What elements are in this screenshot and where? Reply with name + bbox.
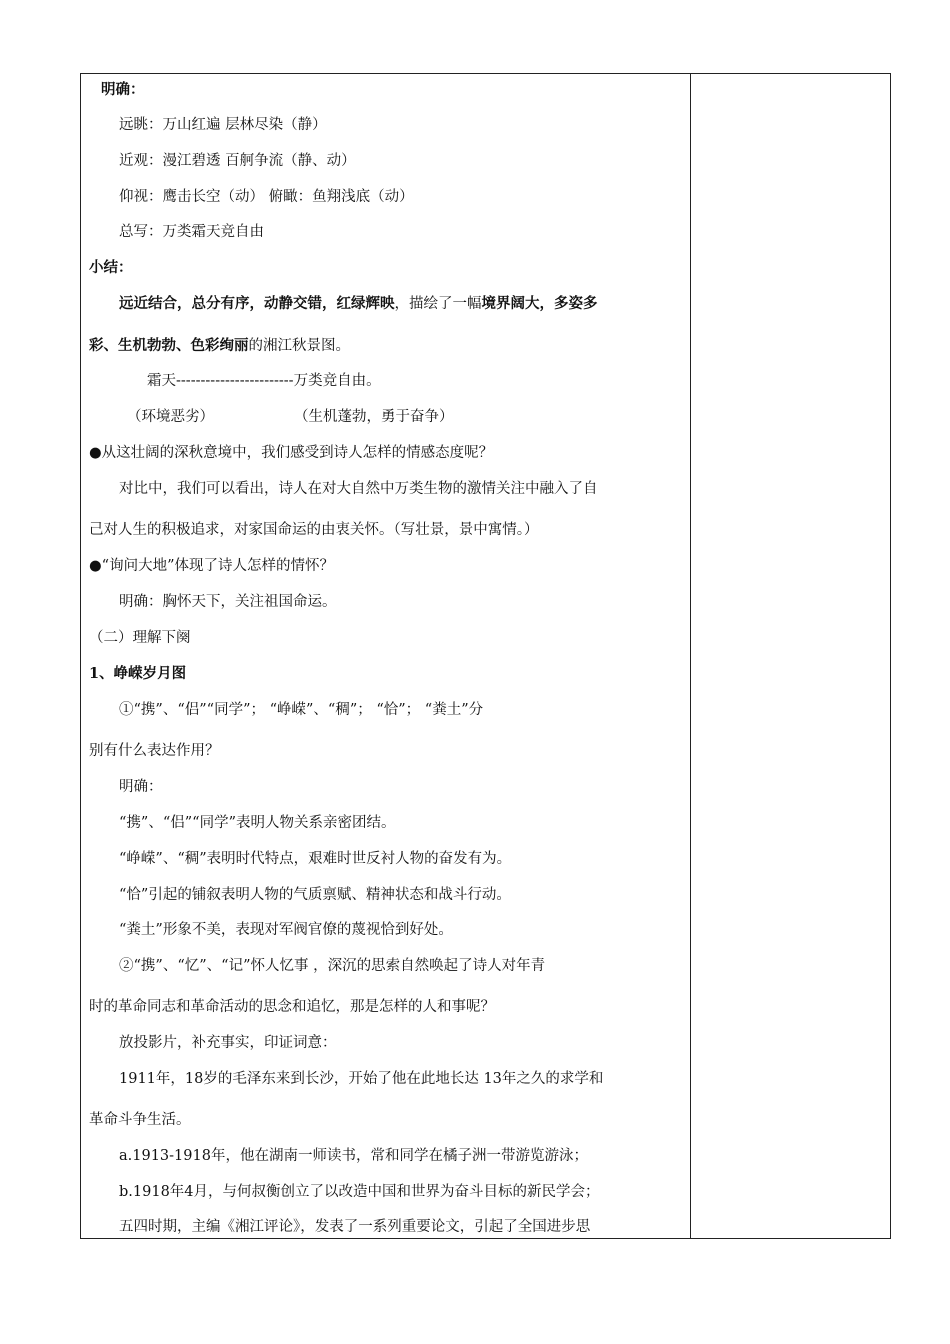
text-line: （二）理解下阕	[89, 630, 191, 646]
text-line: 仰视：鹰击长空（动） 俯瞰：鱼翔浅底（动）	[119, 189, 414, 205]
text-line: 小结：	[89, 259, 133, 276]
text-line: 霜天------------------------万类竞自由。	[147, 373, 381, 389]
text-line: “携”、“侣”“同学”表明人物关系亲密团结。	[119, 815, 396, 831]
text-line: ②“携”、“忆”、“记”怀人忆事 ，深沉的思索自然唤起了诗人对年青	[119, 958, 546, 974]
text-line: 1、峥嵘岁月图	[89, 665, 187, 682]
column-divider	[690, 74, 691, 1238]
text-phrase: 的湘江秋景图。	[248, 338, 350, 354]
text-line: “粪土”形象不美，表现对军阀官僚的蔑视恰到好处。	[119, 922, 453, 938]
bold-phrase: 彩、生机勃勃、色彩绚丽	[89, 337, 249, 354]
text-line: “恰”引起的铺叙表明人物的气质禀赋、精神状态和战斗行动。	[119, 887, 511, 903]
text-line	[89, 336, 350, 356]
text-line: 别有什么表达作用？	[89, 743, 220, 759]
bold-phrase: 境界阔大，多姿多	[481, 295, 598, 312]
text-line: 远眺：万山红遍 层林尽染（静）	[119, 117, 327, 133]
text-line	[89, 294, 598, 314]
text-phrase: ，描绘了一幅	[394, 296, 482, 312]
bold-phrase: 远近结合，总分有序，动静交错，红绿辉映	[119, 295, 395, 312]
text-phrase: （环境恶劣）	[127, 409, 214, 425]
text-phrase: （生机蓬勃，勇于奋争）	[294, 409, 454, 425]
text-line: b.1918年4月，与何叔衡创立了以改造中国和世界为奋斗目标的新民学会；	[119, 1184, 600, 1200]
lesson-table	[80, 73, 891, 1239]
text-line: ●“询问大地”体现了诗人怎样的情怀？	[89, 558, 334, 574]
text-line: 放投影片，补充事实，印证词意：	[119, 1035, 337, 1051]
text-line: 明确：	[119, 779, 163, 795]
text-line: 对比中，我们可以看出，诗人在对大自然中万类生物的激情关注中融入了自	[119, 481, 598, 497]
text-line	[127, 407, 454, 427]
text-line: a.1913-1918年，他在湖南一师读书，常和同学在橘子洲一带游览游泳；	[119, 1148, 588, 1164]
text-line: 革命斗争生活。	[89, 1112, 191, 1128]
text-line: 时的革命同志和革命活动的思念和追忆，那是怎样的人和事呢？	[89, 999, 495, 1015]
text-line: 己对人生的积极追求，对家国命运的由衷关怀。（写壮景，景中寓情。）	[89, 522, 539, 538]
text-line: 明确：胸怀天下，关注祖国命运。	[119, 594, 337, 610]
text-line: 近观：漫江碧透 百舸争流（静、动）	[119, 153, 356, 169]
text-line: “峥嵘”、“稠”表明时代特点，艰难时世反衬人物的奋发有为。	[119, 851, 512, 867]
text-line: ●从这壮阔的深秋意境中，我们感受到诗人怎样的情感态度呢？	[89, 445, 494, 461]
text-line: 总写：万类霜天竞自由	[119, 224, 264, 240]
text-line: 明确：	[101, 81, 145, 98]
text-line: 五四时期，主编《湘江评论》，发表了一系列重要论文，引起了全国进步思	[119, 1219, 591, 1235]
text-line: 1911年，18岁的毛泽东来到长沙，开始了他在此地长达 13年之久的求学和	[119, 1071, 604, 1087]
text-line: ①“携”、“侣”“同学”； “峥嵘”、“稠”； “恰”； “粪土”分	[119, 702, 484, 718]
